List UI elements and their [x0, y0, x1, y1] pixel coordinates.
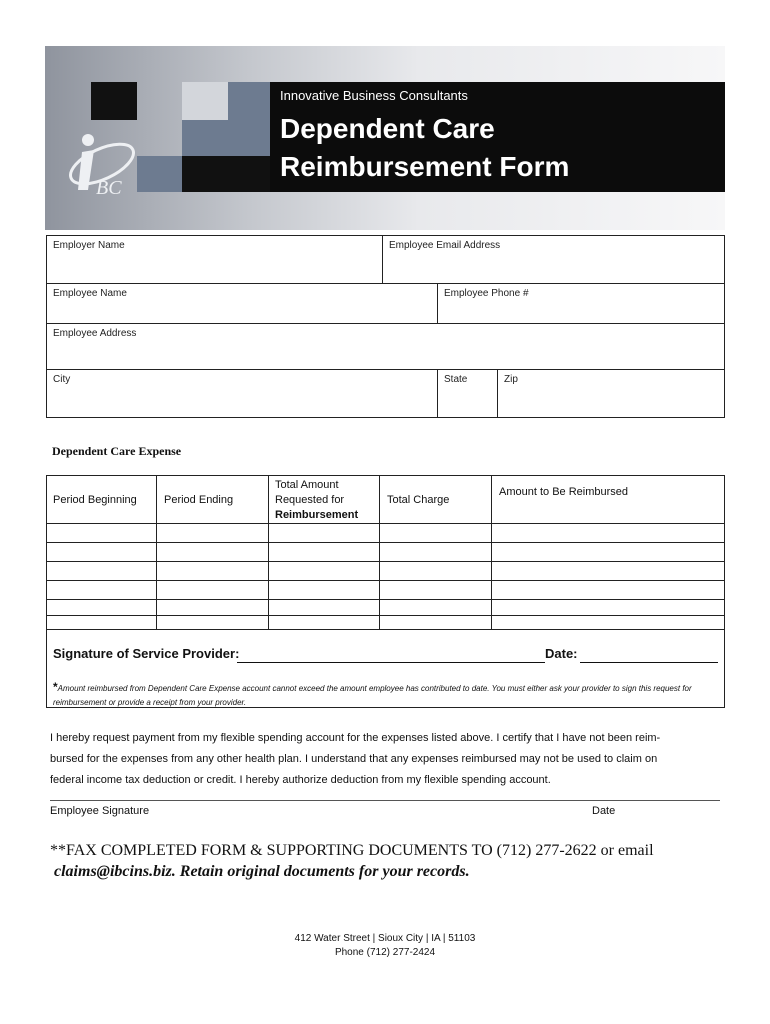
form-title	[280, 110, 569, 186]
table-row-divider	[47, 615, 724, 616]
decor-square	[91, 82, 137, 120]
employee-email-label: Employee Email Address	[389, 240, 501, 251]
table-row-divider	[47, 599, 724, 600]
note-text: Amount reimbursed from Dependent Care Expense account cannot exceed the amount employee has contributed to date. You must either ask your provider to sign this request for reimbursement or provide a receipt from your provider.	[53, 684, 692, 707]
ibc-logo-icon	[58, 128, 138, 204]
footer-address: 412 Water Street | Sioux City | IA | 51103	[294, 933, 476, 944]
decor-square	[182, 156, 270, 192]
employee-address-field[interactable]	[47, 324, 724, 370]
state-field[interactable]	[438, 370, 498, 417]
employee-info-section	[46, 235, 725, 418]
note-asterisk: *	[53, 680, 58, 694]
employee-name-label: Employee Name	[53, 288, 127, 299]
fax-line1: **FAX COMPLETED FORM & SUPPORTING DOCUMENTS TO (712) 277-2622 or email	[50, 842, 654, 859]
employee-email-field[interactable]	[383, 236, 724, 284]
table-col-divider	[156, 524, 157, 629]
certification-line: I hereby request payment from my flexible spending account for the expenses listed above. I certify that I have not been reim-	[50, 732, 661, 744]
decor-square	[182, 120, 270, 156]
employee-date-label: Date	[592, 805, 616, 817]
expense-table	[46, 475, 725, 708]
fax-instructions	[50, 840, 654, 882]
employee-signature-label: Employee Signature	[50, 805, 150, 817]
employer-name-field[interactable]	[47, 236, 383, 284]
zip-label: Zip	[504, 374, 518, 385]
employer-name-label: Employer Name	[53, 240, 125, 251]
column-header-period-beginning: Period Beginning	[47, 476, 157, 524]
state-label: State	[444, 374, 468, 385]
certification-line: federal income tax deduction or credit. I hereby authorize deduction from my flexible spending account.	[50, 774, 551, 786]
table-row-divider	[47, 542, 724, 543]
table-row-divider	[47, 629, 724, 630]
certification-text	[50, 728, 722, 791]
table-col-divider	[491, 524, 492, 629]
zip-field[interactable]	[498, 370, 724, 417]
column-header-total-charge: Total Charge	[380, 476, 492, 524]
table-col-divider	[268, 524, 269, 629]
fax-line2: claims@ibcins.biz. Retain original documents for your records.	[54, 863, 470, 880]
employee-phone-field[interactable]	[438, 284, 724, 324]
svg-text:BC: BC	[96, 177, 122, 199]
title-banner	[270, 82, 725, 192]
provider-signature-label: Signature of Service Provider:	[53, 646, 240, 661]
employee-address-label: Employee Address	[53, 328, 137, 339]
employee-phone-label: Employee Phone #	[444, 288, 529, 299]
column-header-total-amount: Total Amount Requested for Reimbursement	[269, 476, 380, 524]
provider-signature-line[interactable]	[237, 662, 545, 663]
decor-square	[137, 156, 182, 192]
column-header-period-ending: Period Ending	[157, 476, 269, 524]
employee-signature-line[interactable]	[50, 800, 720, 801]
city-label: City	[53, 374, 71, 385]
footer-phone: Phone (712) 277-2424	[334, 947, 436, 958]
table-col-divider	[379, 524, 380, 629]
expense-section-title: Dependent Care Expense	[52, 444, 182, 458]
provider-date-label: Date:	[545, 646, 578, 661]
decor-square	[182, 82, 228, 120]
table-row-divider	[47, 580, 724, 581]
reimbursement-note	[53, 680, 718, 710]
column-header-amount-reimbursed: Amount to Be Reimbursed	[492, 476, 724, 524]
company-name: Innovative Business Consultants	[280, 88, 468, 103]
form-title-line2: Reimbursement Form	[280, 151, 570, 182]
decor-square	[228, 82, 272, 120]
table-row-divider	[47, 561, 724, 562]
provider-date-line[interactable]	[580, 662, 718, 663]
city-field[interactable]	[47, 370, 438, 417]
form-title-line1: Dependent Care	[280, 113, 495, 144]
certification-line: bursed for the expenses from any other health plan. I understand that any expenses reimbursed may not be used to claim on	[50, 753, 658, 765]
employee-name-field[interactable]	[47, 284, 438, 324]
